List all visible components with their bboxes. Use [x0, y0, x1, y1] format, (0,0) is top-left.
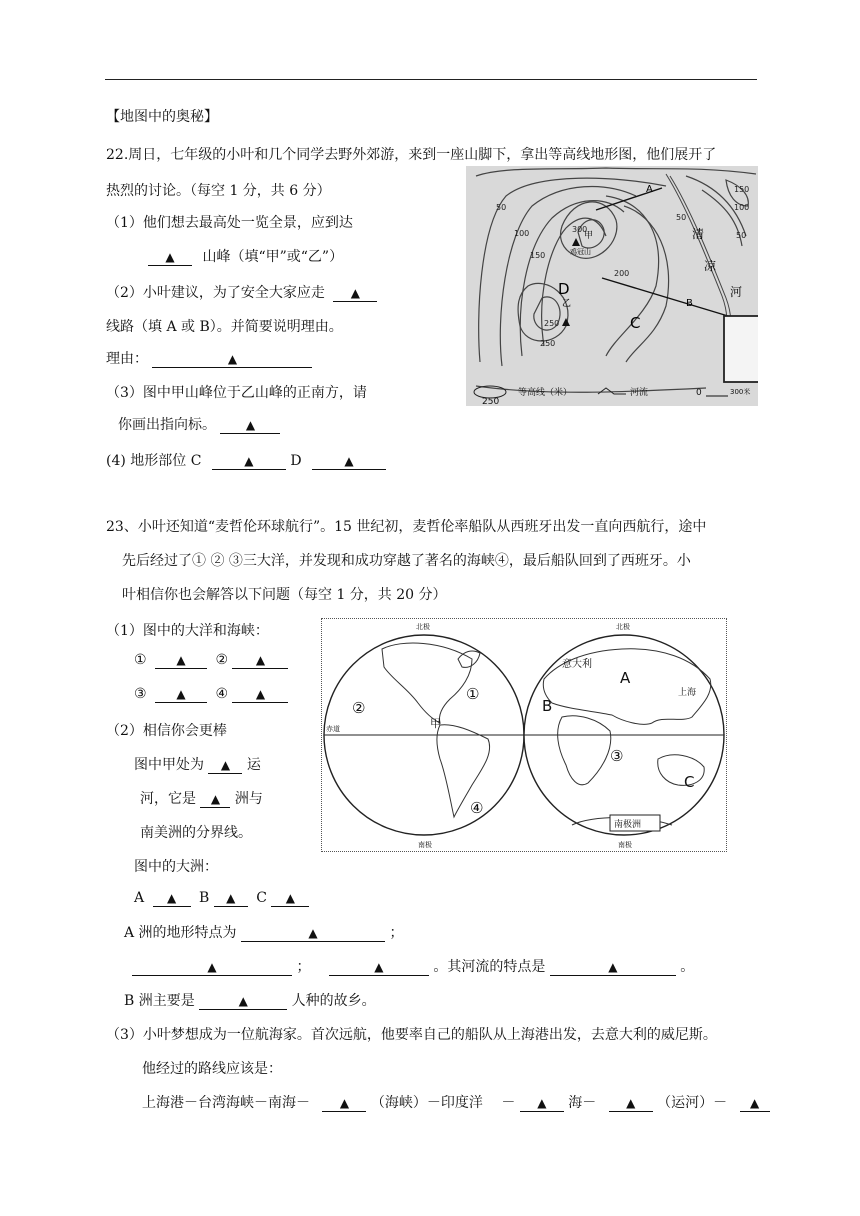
contour-map: [466, 166, 758, 406]
answer-blank[interactable]: ▲: [212, 453, 286, 470]
label-3: ③: [134, 686, 147, 702]
contour-label: 100: [514, 229, 530, 238]
continent-a-label: A: [134, 890, 145, 906]
answer-blank[interactable]: ▲: [312, 453, 386, 470]
map-label-jia: 甲: [584, 231, 594, 241]
q23-stem-line1: 23、小叶还知道“麦哲伦环球航行”。15 世纪初，麦哲伦率船队从西班牙出发一直向西航行，途中: [106, 519, 707, 535]
world-map: [321, 618, 727, 852]
q23-part2: （2）相信你会更棒: [106, 723, 227, 739]
answer-blank[interactable]: ▲: [220, 417, 280, 434]
answer-blank[interactable]: ▲: [333, 285, 377, 302]
answer-blank[interactable]: ▲: [550, 959, 676, 976]
jia-text2: 运: [246, 757, 261, 773]
label-1: ①: [134, 652, 147, 668]
q22-part3-line: [118, 414, 280, 434]
map-label-d: D: [558, 280, 570, 298]
italy-label: 意大利: [562, 659, 592, 670]
legend-scale-zero: 0: [696, 388, 702, 398]
q23-part1: （1）图中的大洋和海峡：: [106, 623, 269, 639]
antarctica-label: 南极洲: [614, 820, 642, 830]
reason-label: 理由：: [106, 351, 148, 367]
section-title: 【地图中的奥秘】: [106, 109, 218, 125]
world-map-svg: [322, 619, 726, 851]
q23-oceans-row1: [134, 652, 288, 669]
answer-blank[interactable]: ▲: [155, 652, 207, 669]
label-2: ②: [215, 652, 229, 668]
map-river-3: 河: [730, 285, 743, 299]
map-river-2: 凉: [704, 259, 717, 273]
route-text5: （运河）－: [657, 1095, 728, 1111]
answer-blank[interactable]: ▲: [232, 686, 288, 703]
answer-blank[interactable]: ▲: [329, 959, 429, 976]
contour-label: 50: [676, 213, 687, 222]
contour-label: 100: [734, 203, 750, 212]
contour-label: 300: [572, 225, 588, 234]
q22-part1-text: （1）他们想去最高处一览全景，应到达: [106, 215, 353, 231]
ocean-1-label: ①: [466, 685, 480, 703]
answer-blank[interactable]: ▲: [232, 652, 288, 669]
q23-part3-line2: 他经过的路线应该是：: [142, 1061, 282, 1077]
q23-part3-line1: （3）小叶梦想成为一位航海家。首次远航，他要率自己的船队从上海港出发，去意大利的威尼斯。: [106, 1027, 717, 1043]
q22-part1-suffix: 山峰（填“甲”或“乙”）: [202, 249, 344, 265]
b-race-text2: 人种的故乡。: [291, 993, 376, 1009]
q23-stem-line2: 先后经过了① ② ③三大洋，并发现和成功穿越了著名的海峡④，最后船队回到了西班牙。小: [122, 553, 691, 569]
map-label-c: C: [630, 314, 641, 332]
contour-map-svg: [466, 166, 758, 406]
contour-label: 200: [614, 269, 630, 278]
q22-part4-d: D: [290, 453, 302, 469]
q23-jia-line: [134, 754, 261, 774]
strait-4-label: ④: [470, 799, 484, 817]
legend-contour: 等高线（米）: [518, 388, 573, 398]
q23-route-line: [142, 1092, 770, 1112]
answer-blank[interactable]: ▲: [609, 1095, 653, 1112]
q23-a-river-line: [132, 956, 694, 976]
q23-continents-label: 图中的大洲：: [134, 859, 218, 875]
south-pole-left: 南极: [418, 841, 432, 849]
q23-nm-line: 南美洲的分界线。: [140, 825, 252, 841]
map-label-jiguanshan: 鸡冠山: [570, 248, 591, 256]
answer-blank[interactable]: ▲: [208, 757, 242, 774]
q22-stem-line2: 热烈的讨论。（每空 1 分，共 6 分）: [106, 183, 331, 199]
a-feature-text: A 洲的地形特点为: [124, 925, 237, 941]
label-4: ④: [215, 686, 229, 702]
q23-b-race-line: [124, 990, 376, 1010]
route-text3: －: [501, 1095, 516, 1111]
answer-blank[interactable]: ▲: [132, 959, 292, 976]
contour-label: 150: [530, 251, 546, 260]
q23-stem-line3: 叶相信你也会解答以下问题（每空 1 分，共 20 分）: [122, 587, 447, 603]
q22-part2-text: （2）小叶建议，为了安全大家应走: [106, 285, 325, 301]
q23-oceans-row2: [134, 686, 288, 703]
answer-blank[interactable]: ▲: [153, 890, 191, 907]
he-text: 河，它是: [140, 791, 196, 807]
semicolon: ；: [296, 959, 311, 975]
q22-part2-line: [106, 282, 377, 302]
continent-a-map-label: A: [620, 669, 631, 687]
continent-b-map-label: B: [542, 697, 553, 715]
q22-reason-line: [106, 348, 312, 368]
q22-part1-answer-line: [148, 246, 343, 266]
contour-label: 50: [736, 231, 747, 240]
river-text: 。其河流的特点是: [433, 959, 546, 975]
q22-stem-line1: 22.周日，七年级的小叶和几个同学去野外郊游，来到一座山脚下，拿出等高线地形图，他们展开了: [106, 147, 717, 163]
q23-continents-row: [134, 890, 309, 907]
equator-label: 赤道: [326, 725, 340, 733]
contour-label: 50: [496, 203, 507, 212]
shanghai-label: 上海: [678, 688, 697, 698]
answer-blank[interactable]: ▲: [271, 890, 309, 907]
answer-blank[interactable]: ▲: [148, 249, 192, 266]
map-label-a: A: [646, 184, 653, 195]
jia-label: 甲: [430, 717, 441, 730]
answer-blank[interactable]: ▲: [241, 925, 385, 942]
ocean-2-label: ②: [352, 699, 366, 717]
answer-blank[interactable]: ▲: [740, 1095, 770, 1112]
header-rule: [105, 79, 757, 80]
answer-blank[interactable]: ▲: [199, 993, 287, 1010]
contour-label: 250: [540, 339, 556, 348]
route-text2: （海峡）－印度洋: [370, 1095, 483, 1111]
semicolon: ；: [389, 925, 404, 941]
legend-250: 250: [482, 397, 500, 406]
continent-c-map-label: C: [684, 773, 695, 791]
answer-blank[interactable]: ▲: [155, 686, 207, 703]
route-text1: 上海港－台湾海峡－南海－: [142, 1095, 310, 1111]
q22-part4-line: [106, 450, 386, 470]
contour-label: 150: [734, 185, 750, 194]
map-river-1: 清: [692, 227, 705, 241]
he-text2: 洲与: [234, 791, 263, 807]
answer-blank[interactable]: ▲: [520, 1095, 564, 1112]
q23-he-line: [140, 788, 263, 808]
answer-blank[interactable]: ▲: [214, 890, 248, 907]
route-text4: 海－: [568, 1095, 597, 1111]
q22-part3-text: （3）图中甲山峰位于乙山峰的正南方，请: [106, 385, 367, 401]
continent-b-label: B: [199, 890, 210, 906]
q22-part4-text: (4) 地形部位 C: [106, 453, 202, 469]
north-pole-left: 北极: [416, 623, 430, 631]
map-label-b: B: [686, 298, 693, 309]
south-pole-right: 南极: [618, 841, 632, 849]
b-race-text: B 洲主要是: [124, 993, 195, 1009]
ocean-3-label: ③: [610, 747, 624, 765]
q22-part2-text2: 线路（填 A 或 B）。并简要说明理由。: [106, 319, 343, 335]
q22-part3-text2: 你画出指向标。: [118, 417, 216, 433]
north-pole-right: 北极: [616, 623, 630, 631]
map-label-yi: 乙: [562, 299, 572, 309]
contour-label: 250: [544, 319, 560, 328]
answer-blank[interactable]: ▲: [200, 791, 230, 808]
q23-a-feature-line: [124, 922, 403, 942]
continent-c-label: C: [256, 890, 267, 906]
legend-river: 河流: [630, 388, 649, 398]
answer-blank[interactable]: ▲: [152, 351, 312, 368]
period: 。: [680, 959, 695, 975]
jia-text: 图中甲处为: [134, 757, 204, 773]
answer-blank[interactable]: ▲: [322, 1095, 366, 1112]
legend-scale: 300米: [730, 388, 751, 396]
